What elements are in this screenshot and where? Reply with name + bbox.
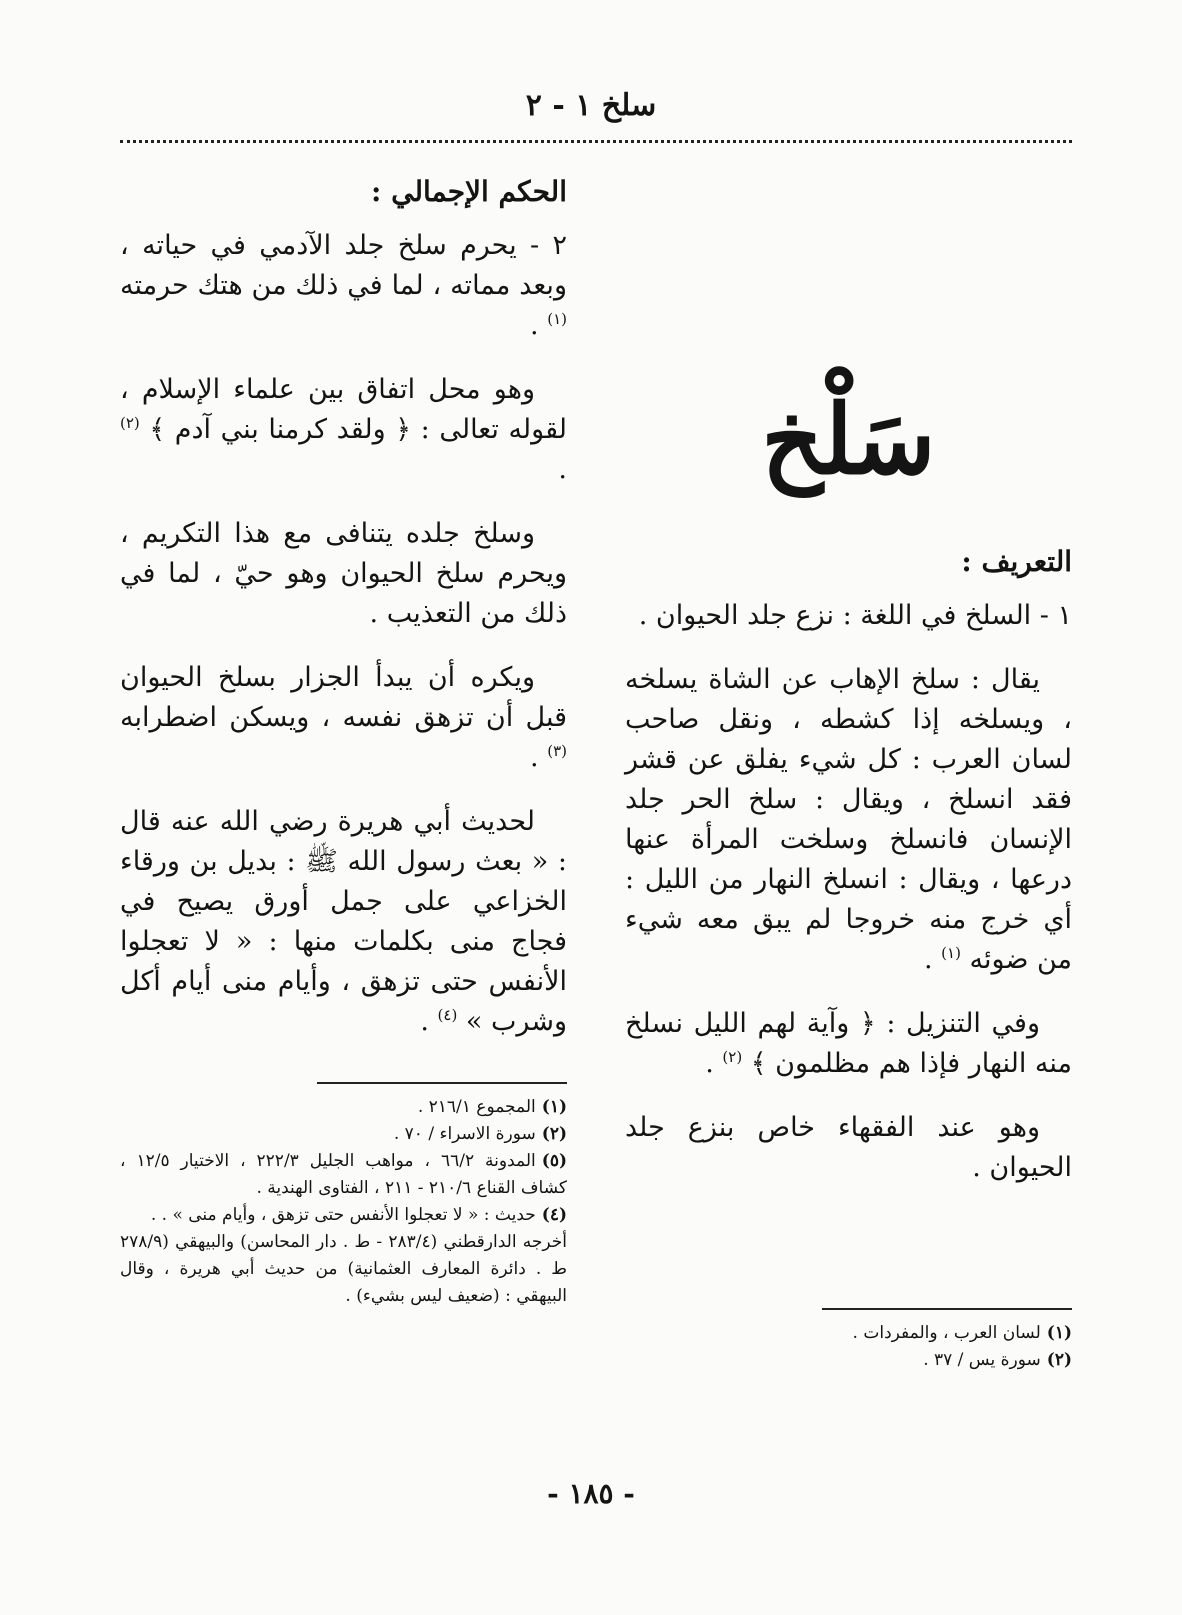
linguistic-paragraph: يقال : سلخ الإهاب عن الشاة يسلخه ، ويسلخه إذا كشطه ، ونقل صاحب لسان العرب : كل شيء يفلق عن قشر فقد انسلخ ، ويقال : سلخ الحر جلد الإنسان فانسلخ وسلخت المرأة عنها درعها ، ويقال : انسلخ النهار من الليل : أي خرج منه خروجا لم يبق معه شيء من ضوئه $^{(١)}$ .: [625, 664, 1072, 975]
footnote: [120, 1202, 567, 1229]
butcher-paragraph: ويكره أن يبدأ الجزار بسلخ الحيوان قبل أن تزهق نفسه ، ويسكن اضطرابه $^{(٣)}$ .: [120, 662, 567, 773]
footnote-divider: [317, 1082, 567, 1084]
footnote-ref: (٢): [722, 1048, 743, 1066]
page-number: - ١٨٥ -: [547, 1477, 635, 1510]
quran-paragraph: وفي التنزيل : ﴿ وآية لهم الليل نسلخ منه النهار فإذا هم مظلمون ﴾ $^{(٢)}$ .: [625, 1008, 1072, 1079]
footnote-ref: (١): [941, 944, 961, 962]
paragraph-text: ويكره أن يبدأ الجزار بسلخ الحيوان قبل أن تزهق نفسه ، ويسكن اضطرابه: [120, 662, 567, 733]
footnote-text: حديث : « لا تعجلوا الأنفس حتى تزهق ، وأيام منى » . .: [150, 1205, 536, 1225]
footnote-ref: (٤): [437, 1006, 458, 1024]
footnote-divider: [822, 1308, 1072, 1310]
footnote-mark: (٥): [541, 1151, 567, 1171]
paragraph-text: لحديث أبي هريرة رضي الله عنه قال : « بعث رسول الله ﷺ : بديل بن ورقاء الخزاعي على جمل أورق يصيح في فجاج منى بكلمات منها : « لا تعجلوا الأنفس حتى تزهق ، وأيام منى أيام أكل وشرب »: [120, 806, 567, 1037]
footnote: [120, 1094, 567, 1121]
footnote-text: سورة يس / ٣٧ .: [923, 1350, 1041, 1370]
paragraph-text: وهو محل اتفاق بين علماء الإسلام ، لقوله تعالى : ﴿ ولقد كرمنا بني آدم ﴾: [120, 374, 567, 445]
footnote: [625, 1347, 1072, 1374]
footnote: [120, 1148, 567, 1202]
consensus-paragraph: وهو محل اتفاق بين علماء الإسلام ، لقوله تعالى : ﴿ ولقد كرمنا بني آدم ﴾ $^{(٢)}$ .: [120, 374, 567, 485]
hadith-paragraph: لحديث أبي هريرة رضي الله عنه قال : « بعث رسول الله ﷺ : بديل بن ورقاء الخزاعي على جمل أورق يصيح في فجاج منى بكلمات منها : « لا تعجلوا الأنفس حتى تزهق ، وأيام منى أيام أكل وشرب » $^{(٤)}$ .: [120, 806, 567, 1037]
footnote-mark: (٤): [541, 1205, 567, 1225]
footnote-text: المدونة ٦٦/٢ ، مواهب الجليل ٢٢٢/٣ ، الاختيار ١٢/٥ ، كشاف القناع ٢١٠/٦ - ٢١١ ، الفتاوى الهندية .: [120, 1151, 567, 1198]
footnote-continuation: أخرجه الدارقطني (٢٨٣/٤ - ط . دار المحاسن) والبيهقي (٢٧٨/٩ ط . دائرة المعارف العثمانية) من حديث أبي هريرة ، وقال البيهقي : (ضعيف ليس بشيء) .: [120, 1232, 568, 1306]
paragraph-text: ٢ - يحرم سلخ جلد الآدمي في حياته ، وبعد مماته ، لما في ذلك من هتك حرمته: [120, 230, 567, 301]
footnote-mark: (٢): [541, 1124, 567, 1144]
definition-heading: التعريف :: [961, 545, 1072, 578]
footnote: [120, 1121, 567, 1148]
header-divider: [120, 140, 1072, 143]
footnote-text: لسان العرب ، والمفردات .: [852, 1323, 1041, 1343]
left-column: [120, 170, 567, 1310]
footnote-ref: (٢): [120, 414, 140, 432]
entry-term: سَلْخ: [761, 383, 936, 496]
footnote-ref: (٣): [547, 742, 567, 760]
footnote-mark: (١): [541, 1097, 567, 1117]
footnote: [625, 1320, 1072, 1347]
jurists-paragraph: وهو عند الفقهاء خاص بنزع جلد الحيوان .: [625, 1112, 1072, 1183]
page-header: سلخ ١ - ٢: [525, 88, 657, 123]
footnote-mark: (١): [1046, 1323, 1072, 1343]
ruling-paragraph: ٢ - يحرم سلخ جلد الآدمي في حياته ، وبعد مماته ، لما في ذلك من هتك حرمته $^{(١)}$ .: [120, 230, 567, 341]
footnote-mark: (٢): [1046, 1350, 1072, 1370]
paragraph-text: يقال : سلخ الإهاب عن الشاة يسلخه ، ويسلخه إذا كشطه ، ونقل صاحب لسان العرب : كل شيء يفلق عن قشر فقد انسلخ ، ويقال : سلخ الحر جلد الإنسان فانسلخ وسلخت المرأة عنها درعها ، ويقال : انسلخ النهار من الليل : أي خرج منه خروجا لم يبق معه شيء من ضوئه: [625, 664, 1072, 975]
paragraph-text: وفي التنزيل : ﴿ وآية لهم الليل نسلخ منه النهار فإذا هم مظلمون ﴾: [625, 1008, 1072, 1079]
footnote-text: المجموع ٢١٦/١ .: [417, 1097, 536, 1117]
honor-paragraph: وسلخ جلده يتنافى مع هذا التكريم ، ويحرم سلخ الحيوان وهو حيّ ، لما في ذلك من التعذيب .: [120, 518, 567, 629]
footnote-ref: (١): [547, 310, 567, 328]
footnote-text: سورة الاسراء / ٧٠ .: [393, 1124, 536, 1144]
right-column: [625, 170, 1072, 1374]
ruling-heading: الحكم الإجمالي :: [371, 175, 567, 208]
definition-paragraph: ١ - السلخ في اللغة : نزع جلد الحيوان .: [638, 600, 1072, 631]
